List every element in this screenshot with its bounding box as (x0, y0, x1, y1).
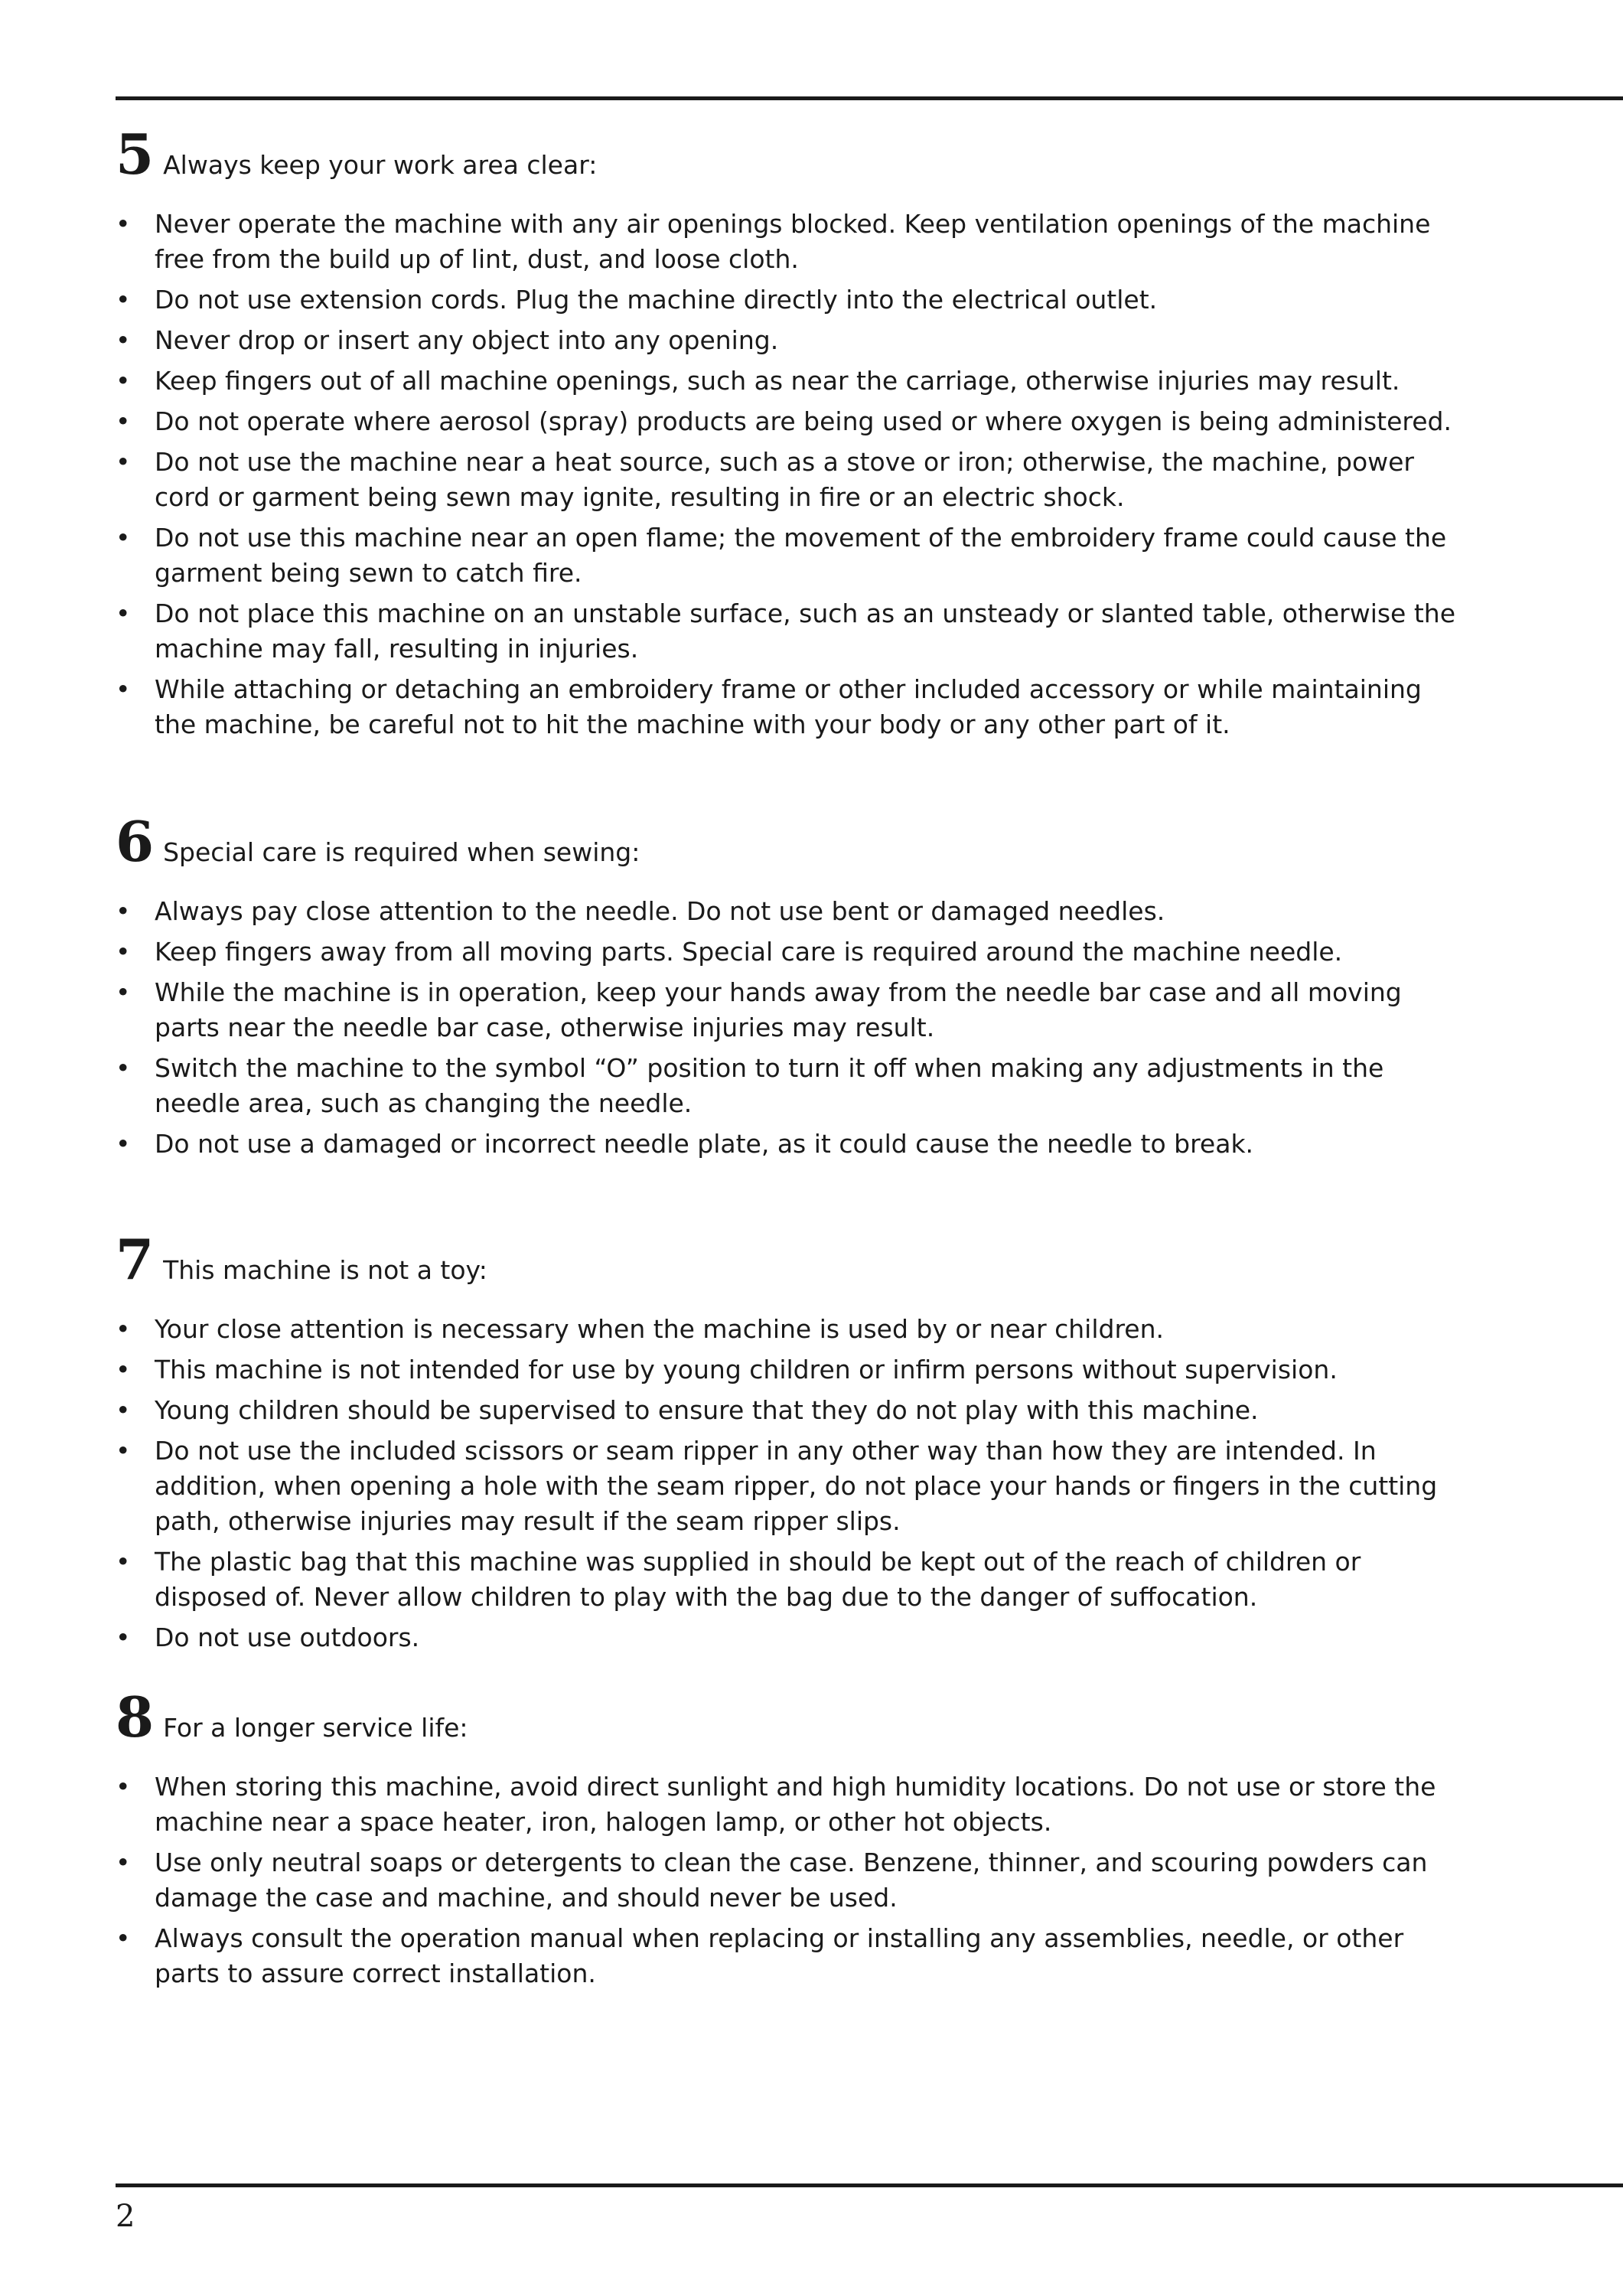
list-item: • When storing this machine, avoid direct sunlight and high humidity locations. Do not use or store the machine near a space heater, iron, halogen lamp, or other hot objects. (116, 1769, 1462, 1840)
list-item: • Always pay close attention to the needle. Do not use bent or damaged needles. (116, 894, 1462, 929)
bullet-list (116, 207, 1462, 742)
section-title: This machine is not a toy: (163, 1255, 487, 1285)
list-item: • Do not place this machine on an unstable surface, such as an unsteady or slanted table, otherwise the machine may fall, resulting in injuries. (116, 596, 1462, 667)
section-number: 5 (116, 122, 155, 187)
list-item: • Do not operate where aerosol (spray) products are being used or where oxygen is being administered. (116, 404, 1462, 439)
bottom-rule (116, 2183, 1623, 2187)
list-item: • Young children should be supervised to ensure that they do not play with this machine. (116, 1393, 1462, 1428)
section-number: 6 (116, 809, 155, 874)
list-item: • Do not use extension cords. Plug the machine directly into the electrical outlet. (116, 282, 1462, 318)
list-item: • Always consult the operation manual when replacing or installing any assemblies, needle, or other parts to assure correct installation. (116, 1921, 1462, 1991)
list-item: • Do not use this machine near an open flame; the movement of the embroidery frame could cause the garment being sewn to catch fire. (116, 520, 1462, 591)
section-title: Always keep your work area clear: (163, 150, 598, 180)
list-item: • Switch the machine to the symbol “O” position to turn it off when making any adjustments in the needle area, such as changing the needle. (116, 1051, 1462, 1121)
list-item: • Do not use the included scissors or seam ripper in any other way than how they are intended. In addition, when opening a hole with the seam ripper, do not place your hands or fingers in the cutting path, otherwise injuries may result if the seam ripper slips. (116, 1433, 1462, 1539)
bullet-list (116, 894, 1462, 1162)
list-item: • This machine is not intended for use by young children or infirm persons without supervision. (116, 1352, 1462, 1388)
list-item: • Do not use outdoors. (116, 1620, 1462, 1655)
section-5 (116, 122, 1462, 748)
section-6 (116, 810, 1462, 1167)
list-item: • While the machine is in operation, keep your hands away from the needle bar case and all moving parts near the needle bar case, otherwise injuries may result. (116, 975, 1462, 1045)
list-item: • Keep fingers out of all machine openings, such as near the carriage, otherwise injuries may result. (116, 364, 1462, 399)
section-heading (116, 122, 1462, 187)
section-heading (116, 1685, 1462, 1750)
list-item: • Do not use the machine near a heat source, such as a stove or iron; otherwise, the machine, power cord or garment being sewn may ignite, resulting in fire or an electric shock. (116, 445, 1462, 515)
list-item: • Use only neutral soaps or detergents to clean the case. Benzene, thinner, and scouring powders can damage the case and machine, and should never be used. (116, 1845, 1462, 1916)
bullet-list (116, 1769, 1462, 1991)
section-title: For a longer service life: (163, 1713, 468, 1743)
list-item: • While attaching or detaching an embroidery frame or other included accessory or while maintaining the machine, be careful not to hit the machine with your body or any other part of it. (116, 672, 1462, 742)
section-heading (116, 810, 1462, 874)
section-8 (116, 1685, 1462, 1997)
list-item: • Keep fingers away from all moving parts. Special care is required around the machine needle. (116, 934, 1462, 970)
bullet-list (116, 1312, 1462, 1655)
list-item: • Never operate the machine with any air openings blocked. Keep ventilation openings of the machine free from the build up of lint, dust, and loose cloth. (116, 207, 1462, 277)
section-7 (116, 1228, 1462, 1661)
list-item: • Never drop or insert any object into any opening. (116, 323, 1462, 358)
list-item: • The plastic bag that this machine was supplied in should be kept out of the reach of children or disposed of. Never allow children to play with the bag due to the danger of suffocation. (116, 1544, 1462, 1615)
section-title: Special care is required when sewing: (163, 837, 640, 867)
section-heading (116, 1228, 1462, 1292)
section-number: 7 (116, 1227, 155, 1292)
page-number: 2 (116, 2199, 135, 2234)
list-item: • Your close attention is necessary when the machine is used by or near children. (116, 1312, 1462, 1347)
section-number: 8 (116, 1684, 155, 1750)
top-rule (116, 96, 1623, 100)
list-item: • Do not use a damaged or incorrect needle plate, as it could cause the needle to break. (116, 1127, 1462, 1162)
